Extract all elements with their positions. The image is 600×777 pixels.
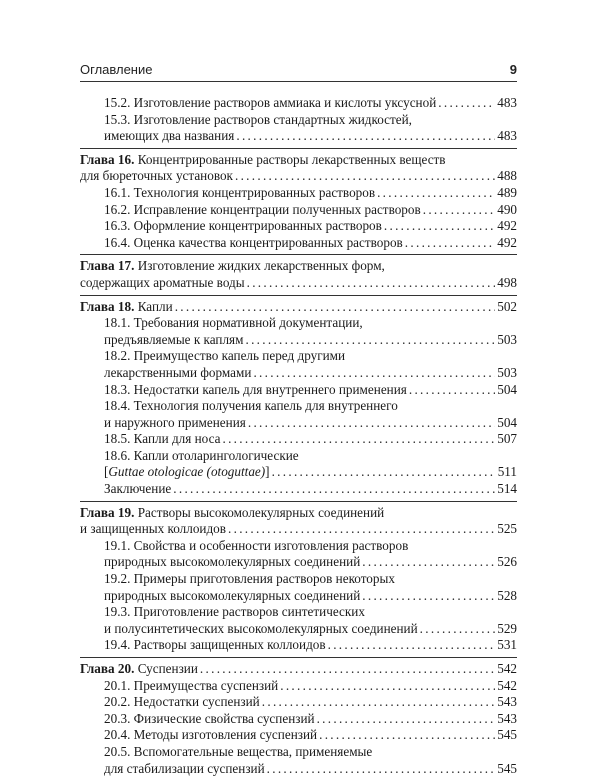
- leader-dots: [280, 678, 495, 695]
- header-rule: [80, 81, 517, 82]
- toc-entry-20-5[interactable]: 20.5. Вспомогательные вещества, применяемые для стабилизации суспензий . . . 545: [80, 744, 517, 777]
- toc-page: 503: [497, 331, 517, 347]
- toc-entry-16-1[interactable]: 16.1. Технология концентрированных растворов . . . 489: [80, 185, 517, 202]
- toc-page: 528: [497, 587, 517, 603]
- leader-dots: [384, 218, 495, 235]
- leader-dots: [272, 464, 496, 481]
- leader-dots: [236, 128, 495, 145]
- leader-dots: [328, 637, 496, 654]
- leader-dots: [377, 185, 495, 202]
- header-title: Оглавление: [80, 62, 153, 77]
- toc-page: 503: [497, 364, 517, 380]
- toc-entry-16-4[interactable]: 16.4. Оценка качества концентрированных растворов . . . 492: [80, 235, 517, 252]
- leader-dots: [262, 694, 495, 711]
- leader-dots: [317, 711, 496, 728]
- toc-entry-18-5[interactable]: 18.5. Капли для носа . . . 507: [80, 431, 517, 448]
- toc-page: 511: [497, 464, 517, 480]
- leader-dots: [235, 168, 495, 185]
- toc-page: 543: [497, 710, 517, 726]
- toc-entry-20-3[interactable]: 20.3. Физические свойства суспензий . . . 543: [80, 711, 517, 728]
- leader-dots: [405, 235, 495, 252]
- leader-dots: [253, 365, 495, 382]
- toc-entry-18-3[interactable]: 18.3. Недостатки капель для внутреннего применения . . . 504: [80, 382, 517, 399]
- toc-entry-19-2[interactable]: 19.2. Примеры приготовления растворов некоторых природных высокомолекулярных соединений . . . 528: [80, 571, 517, 604]
- leader-dots: [247, 275, 496, 292]
- leader-dots: [175, 299, 496, 316]
- toc-page: 488: [497, 168, 517, 184]
- toc-page: 531: [497, 637, 517, 653]
- chapter-divider: [80, 501, 517, 502]
- chapter-divider: [80, 254, 517, 255]
- leader-dots: [438, 95, 495, 112]
- toc-entry-19-3[interactable]: 19.3. Приготовление растворов синтетических и полусинтетических высокомолекулярных соединений . . . 529: [80, 604, 517, 637]
- toc-page: 492: [497, 218, 517, 234]
- toc-entry-15-2[interactable]: 15.2. Изготовление растворов аммиака и кислоты уксусной . . . 483: [80, 95, 517, 112]
- toc-entry-16-2[interactable]: 16.2. Исправление концентрации полученных растворов . . . 490: [80, 202, 517, 219]
- toc-page: 526: [497, 554, 517, 570]
- toc-page: 543: [497, 694, 517, 710]
- toc-entry-conclusion[interactable]: Заключение . . . 514: [80, 481, 517, 498]
- leader-dots: [423, 202, 496, 219]
- toc-entry-20-4[interactable]: 20.4. Методы изготовления суспензий . . . 545: [80, 727, 517, 744]
- toc-chapter-20[interactable]: Глава 20. Суспензии . . . 542: [80, 661, 517, 678]
- toc-entry-20-1[interactable]: 20.1. Преимущества суспензий . . . 542: [80, 678, 517, 695]
- toc-chapter-18[interactable]: Глава 18. Капли . . . 502: [80, 299, 517, 316]
- toc-page: 492: [497, 234, 517, 250]
- toc-page: 542: [497, 661, 517, 676]
- leader-dots: [173, 481, 495, 498]
- leader-dots: [267, 761, 496, 777]
- toc-entry-20-2[interactable]: 20.2. Недостатки суспензий . . . 543: [80, 694, 517, 711]
- toc-entry-19-4[interactable]: 19.4. Растворы защищенных коллоидов . . . 531: [80, 637, 517, 654]
- leader-dots: [200, 661, 495, 678]
- leader-dots: [420, 621, 496, 638]
- toc-entry-18-4[interactable]: 18.4. Технология получения капель для внутреннего и наружного применения . . . 504: [80, 398, 517, 431]
- toc-page: 483: [497, 95, 517, 110]
- toc-page: 507: [497, 431, 517, 447]
- toc-entry-15-3[interactable]: 15.3. Изготовление растворов стандартных жидкостей, имеющих два названия . . . 483: [80, 112, 517, 145]
- toc-chapter-16[interactable]: Глава 16. Концентрированные растворы лекарственных веществ для бюреточных установок . . . 488: [80, 152, 517, 185]
- running-header: [80, 62, 517, 77]
- leader-dots: [228, 521, 495, 538]
- toc-page: 489: [497, 184, 517, 200]
- leader-dots: [248, 415, 495, 432]
- toc-page: 529: [497, 620, 517, 636]
- toc-chapter-19[interactable]: Глава 19. Растворы высокомолекулярных соединений и защищенных коллоидов . . . 525: [80, 505, 517, 538]
- leader-dots: [319, 727, 495, 744]
- toc-page: 545: [497, 760, 517, 776]
- toc-page: 498: [497, 274, 517, 290]
- page-number: 9: [509, 62, 517, 77]
- toc-page: 504: [497, 414, 517, 430]
- chapter-divider: [80, 295, 517, 296]
- toc-page: 514: [497, 481, 517, 497]
- leader-dots: [409, 382, 495, 399]
- toc-page: 502: [497, 298, 517, 314]
- chapter-divider: [80, 148, 517, 149]
- toc-page: 483: [497, 128, 517, 144]
- toc-page: 525: [497, 521, 517, 537]
- leader-dots: [362, 588, 495, 605]
- toc-entry-18-1[interactable]: 18.1. Требования нормативной документации, предъявляемые к каплям . . . 503: [80, 315, 517, 348]
- toc-page: 542: [497, 677, 517, 693]
- toc-entry-18-2[interactable]: 18.2. Преимущество капель перед другими лекарственными формами . . . 503: [80, 348, 517, 381]
- leader-dots: [222, 431, 495, 448]
- toc-entry-16-3[interactable]: 16.3. Оформление концентрированных растворов . . . 492: [80, 218, 517, 235]
- leader-dots: [362, 554, 495, 571]
- toc-entry-19-1[interactable]: 19.1. Свойства и особенности изготовления растворов природных высокомолекулярных соединений . . . 526: [80, 538, 517, 571]
- toc-page: 490: [497, 201, 517, 217]
- toc-entry-18-6[interactable]: 18.6. Капли отоларингологические [Guttae otologicae (otoguttae)] . . . 511: [80, 448, 517, 481]
- toc-chapter-17[interactable]: Глава 17. Изготовление жидких лекарственных форм, содержащих ароматные воды . . . 498: [80, 258, 517, 291]
- table-of-contents: [80, 95, 517, 777]
- toc-page: 504: [497, 381, 517, 397]
- toc-page: 545: [497, 727, 517, 743]
- leader-dots: [245, 332, 495, 349]
- chapter-divider: [80, 657, 517, 658]
